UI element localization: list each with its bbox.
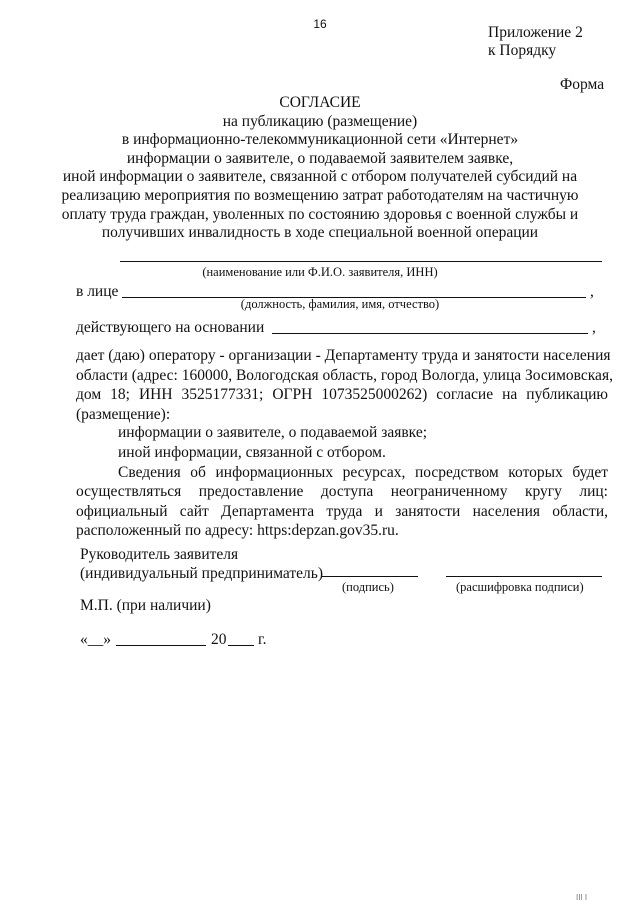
consent-line: (размещение): (76, 405, 171, 423)
consent-item: информации о заявителе, о подаваемой заявке; (118, 424, 428, 441)
head-label-ip: (индивидуальный предприниматель) (80, 565, 324, 582)
page-number: 16 (313, 17, 327, 31)
applicant-caption: (наименование или Ф.И.О. заявителя, ИНН) (202, 265, 438, 279)
person-caption: (должность, фамилия, имя, отчество) (240, 297, 440, 311)
date-month-line[interactable] (116, 645, 206, 646)
annex-line-2: к Порядку (488, 42, 557, 59)
decoding-caption: (расшифровка подписи) (456, 580, 584, 594)
in-person-label: в лице (76, 283, 119, 300)
date-year-line[interactable] (228, 645, 254, 646)
consent-line: дом 18; ИНН 3525177331; ОГРН 1073525000262) согласие на публикацию (76, 386, 608, 403)
form-label: Форма (560, 76, 605, 93)
consent-item: иной информации, связанной с отбором. (118, 443, 386, 461)
scan-mark: ІІІ І (576, 893, 588, 902)
comma: , (590, 283, 594, 300)
basis-line[interactable] (272, 333, 588, 334)
title-line: в информационно-телекоммуникационной сети «Интернет» (121, 131, 519, 149)
signature-line[interactable] (322, 576, 418, 577)
signature-caption: (подпись) (342, 580, 394, 594)
title-line: информации о заявителе, о подаваемой заявителем заявке, (126, 149, 514, 167)
resources-line: расположенный по адресу: https:depzan.gov35.ru. (76, 522, 399, 539)
title-line: реализацию мероприятия по возмещению затрат работодателям на частичную (61, 186, 579, 204)
annex-line-1: Приложение 2 (488, 24, 583, 41)
document-title (0, 94, 640, 243)
resources-paragraph (76, 443, 608, 541)
title-line: оплату труда граждан, уволенных по состоянию здоровья с военной службы и (61, 205, 579, 223)
title-line: на публикацию (размещение) (222, 112, 418, 130)
basis-label: действующего на основании (76, 319, 265, 336)
consent-paragraph (76, 346, 613, 424)
stamp-label: М.П. (при наличии) (80, 597, 211, 614)
resources-line: Сведения об информационных ресурсах, посредством которых будет (118, 463, 608, 481)
resources-line: официальный сайт Департамента труда и занятости населения области, (76, 502, 608, 520)
head-label: Руководитель заявителя (80, 546, 239, 563)
annex-reference (488, 24, 583, 60)
comma: , (592, 319, 596, 336)
resources-line: осуществляться предоставление доступа неограниченному кругу лиц: (76, 483, 608, 500)
consent-line: области (адрес: 160000, Вологодская область, город Вологда, улица Зосимовская, (76, 366, 613, 384)
title-line: получивших инвалидность в ходе специальной военной операции (101, 224, 539, 242)
title-line: иной информации о заявителе, связанной с отбором получателей субсидий на (62, 168, 578, 186)
date-day: «__» (80, 631, 111, 648)
consent-line: дает (даю) оператору - организации - Департаменту труда и занятости населения (76, 347, 611, 364)
title-heading: СОГЛАСИЕ (279, 94, 361, 111)
decoding-line[interactable] (446, 576, 602, 577)
date-year-prefix: 20 (211, 631, 227, 648)
applicant-name-line[interactable] (120, 261, 602, 262)
date-suffix: г. (258, 631, 267, 648)
